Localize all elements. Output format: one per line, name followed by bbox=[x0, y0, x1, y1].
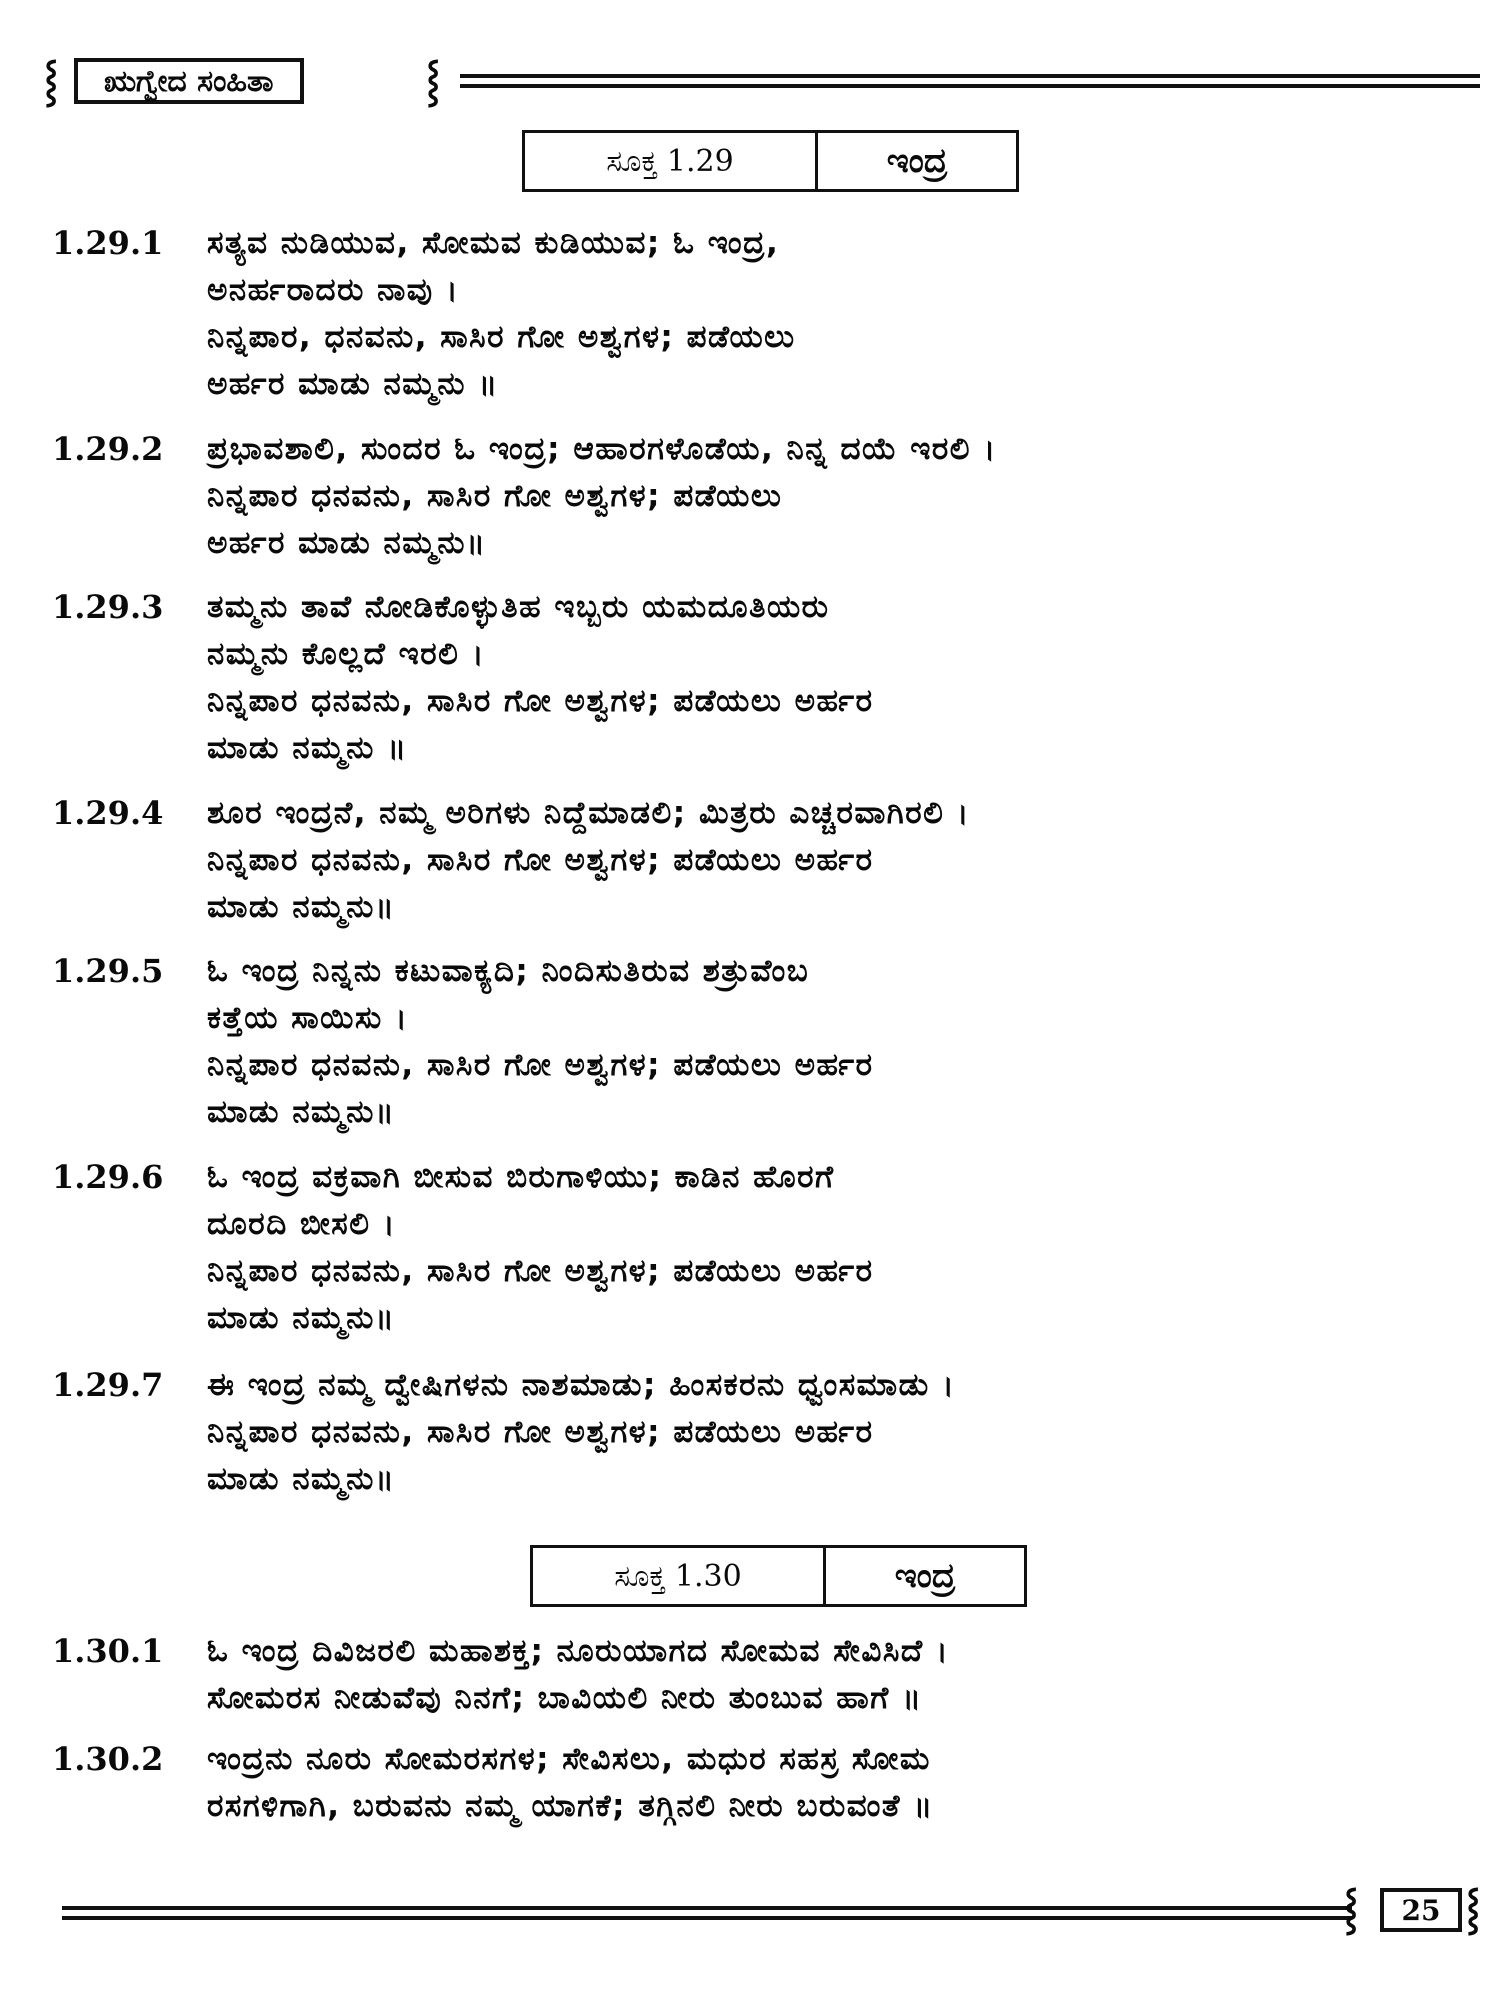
sukta-deity: ಇಂದ್ರ bbox=[894, 1556, 956, 1596]
book-title: ಋಗ್ವೇದ ಸಂಹಿತಾ bbox=[104, 63, 274, 99]
verse-text bbox=[207, 790, 1452, 931]
verse-line: ಸೋಮರಸ ನೀಡುವೆವು ನಿನಗೆ; ಬಾವಿಯಲಿ ನೀರು ತುಂಬುವ ಹಾಗೆ ॥ bbox=[207, 1680, 923, 1716]
verse-line: ಪ್ರಭಾವಶಾಲಿ, ಸುಂದರ ಓ ಇಂದ್ರ; ಆಹಾರಗಳೊಡೆಯ, ನಿನ್ನ ದಯೆ ಇರಲಿ । bbox=[207, 431, 997, 467]
page-number-box bbox=[1380, 1888, 1462, 1932]
verse-line: ನಿನ್ನಪಾರ ಧನವನು, ಸಾಸಿರ ಗೋ ಅಶ್ವಗಳ; ಪಡೆಯಲು ಅರ್ಹರ bbox=[207, 1253, 874, 1289]
verse-line: ಅರ್ಹರ ಮಾಡು ನಮ್ಮನು॥ bbox=[207, 525, 487, 561]
verse-line: ಮಾಡು ನಮ್ಮನು॥ bbox=[207, 889, 396, 925]
footer-rule bbox=[62, 1906, 1352, 1920]
sukta-number: ಸೂಕ್ತ 1.30 bbox=[533, 1548, 826, 1604]
verse-text bbox=[207, 1154, 1452, 1342]
verse-number: 1.30.2 bbox=[52, 1740, 164, 1778]
left-ornament-icon: ⸾ bbox=[44, 58, 59, 104]
verse-text bbox=[207, 948, 1452, 1136]
verse-line: ನಿನ್ನಪಾರ ಧನವನು, ಸಾಸಿರ ಗೋ ಅಶ್ವಗಳ; ಪಡೆಯಲು bbox=[207, 478, 783, 514]
verse-number: 1.29.2 bbox=[52, 430, 164, 468]
verse-text bbox=[207, 426, 1452, 567]
page-footer bbox=[62, 1888, 1482, 1938]
verse-number: 1.29.7 bbox=[52, 1366, 164, 1404]
verse-line: ತಮ್ಮನು ತಾವೆ ನೋಡಿಕೊಳ್ಳುತಿಹ ಇಬ್ಬರು ಯಮದೂತಿಯರು bbox=[207, 589, 830, 625]
left-ornament-icon: ⸾ bbox=[1344, 1886, 1359, 1932]
page-header bbox=[40, 58, 1480, 108]
verse-line: ಮಾಡು ನಮ್ಮನು ॥ bbox=[207, 730, 408, 766]
right-ornament-icon: ⸾ bbox=[1466, 1886, 1481, 1932]
verse-line: ಅರ್ಹರ ಮಾಡು ನಮ್ಮನು ॥ bbox=[207, 366, 499, 402]
right-ornament-icon: ⸾ bbox=[426, 58, 441, 104]
page-number: 25 bbox=[1401, 1893, 1441, 1927]
verse-line: ಓ ಇಂದ್ರ ನಿನ್ನನು ಕಟುವಾಕ್ಯದಿ; ನಿಂದಿಸುತಿರುವ ಶತ್ರುವೆಂಬ bbox=[207, 953, 810, 989]
verse-line: ನಿನ್ನಪಾರ ಧನವನು, ಸಾಸಿರ ಗೋ ಅಶ್ವಗಳ; ಪಡೆಯಲು ಅರ್ಹರ bbox=[207, 1047, 874, 1083]
verse-line: ನಮ್ಮನು ಕೊಲ್ಲದೆ ಇರಲಿ । bbox=[207, 636, 485, 672]
verse-line: ಮಾಡು ನಮ್ಮನು॥ bbox=[207, 1300, 396, 1336]
verse-line: ಅನರ್ಹರಾದರು ನಾವು । bbox=[207, 272, 460, 308]
verse-line: ನಿನ್ನಪಾರ, ಧನವನು, ಸಾಸಿರ ಗೋ ಅಶ್ವಗಳ; ಪಡೆಯಲು bbox=[207, 319, 796, 355]
verse-text bbox=[207, 584, 1452, 772]
verse-text bbox=[207, 1736, 1452, 1830]
verse-text bbox=[207, 1628, 1452, 1722]
verse-number: 1.29.5 bbox=[52, 952, 164, 990]
verse-line: ಶೂರ ಇಂದ್ರನೆ, ನಮ್ಮ ಅರಿಗಳು ನಿದ್ದೆಮಾಡಲಿ; ಮಿತ್ರರು ಎಚ್ಚರವಾಗಿರಲಿ । bbox=[207, 795, 970, 831]
verse-line: ದೂರದಿ ಬೀಸಲಿ । bbox=[207, 1206, 397, 1242]
verse-number: 1.29.3 bbox=[52, 588, 164, 626]
verse-number: 1.30.1 bbox=[52, 1632, 164, 1670]
verse-number: 1.29.6 bbox=[52, 1158, 164, 1196]
sukta-heading-1-29 bbox=[522, 130, 1019, 192]
header-rule bbox=[460, 74, 1480, 88]
verse-line: ಓ ಇಂದ್ರ ದಿವಿಜರಲಿ ಮಹಾಶಕ್ತ; ನೂರುಯಾಗದ ಸೋಮವ ಸೇವಿಸಿದೆ । bbox=[207, 1633, 950, 1669]
verse-number: 1.29.1 bbox=[52, 224, 164, 262]
verse-text bbox=[207, 220, 1452, 408]
sukta-heading-1-30 bbox=[530, 1545, 1027, 1607]
verse-line: ಕತ್ತೆಯ ಸಾಯಿಸು । bbox=[207, 1000, 409, 1036]
verse-line: ಈ ಇಂದ್ರ ನಮ್ಮ ದ್ವೇಷಿಗಳನು ನಾಶಮಾಡು; ಹಿಂಸಕರನು ಧ್ವಂಸಮಾಡು । bbox=[207, 1367, 956, 1403]
verse-line: ಸತ್ಯವ ನುಡಿಯುವ, ಸೋಮವ ಕುಡಿಯುವ; ಓ ಇಂದ್ರ, bbox=[207, 225, 780, 261]
sukta-deity: ಇಂದ್ರ bbox=[886, 141, 948, 181]
verse-line: ನಿನ್ನಪಾರ ಧನವನು, ಸಾಸಿರ ಗೋ ಅಶ್ವಗಳ; ಪಡೆಯಲು ಅರ್ಹರ bbox=[207, 683, 874, 719]
verse-line: ಇಂದ್ರನು ನೂರು ಸೋಮರಸಗಳ; ಸೇವಿಸಲು, ಮಧುರ ಸಹಸ್ರ ಸೋಮ bbox=[207, 1741, 931, 1777]
sukta-number: ಸೂಕ್ತ 1.29 bbox=[525, 133, 818, 189]
verse-text bbox=[207, 1362, 1452, 1503]
verse-number: 1.29.4 bbox=[52, 794, 164, 832]
verse-line: ಮಾಡು ನಮ್ಮನು॥ bbox=[207, 1461, 396, 1497]
verse-line: ಓ ಇಂದ್ರ ವಕ್ರವಾಗಿ ಬೀಸುವ ಬಿರುಗಾಳಿಯು; ಕಾಡಿನ ಹೊರಗೆ bbox=[207, 1159, 835, 1195]
verse-line: ರಸಗಳಿಗಾಗಿ, ಬರುವನು ನಮ್ಮ ಯಾಗಕೆ; ತಗ್ಗಿನಲಿ ನೀರು ಬರುವಂತೆ ॥ bbox=[207, 1788, 934, 1824]
running-title bbox=[74, 58, 304, 104]
verse-line: ಮಾಡು ನಮ್ಮನು॥ bbox=[207, 1094, 396, 1130]
verse-line: ನಿನ್ನಪಾರ ಧನವನು, ಸಾಸಿರ ಗೋ ಅಶ್ವಗಳ; ಪಡೆಯಲು ಅರ್ಹರ bbox=[207, 842, 874, 878]
verse-line: ನಿನ್ನಪಾರ ಧನವನು, ಸಾಸಿರ ಗೋ ಅಶ್ವಗಳ; ಪಡೆಯಲು ಅರ್ಹರ bbox=[207, 1414, 874, 1450]
